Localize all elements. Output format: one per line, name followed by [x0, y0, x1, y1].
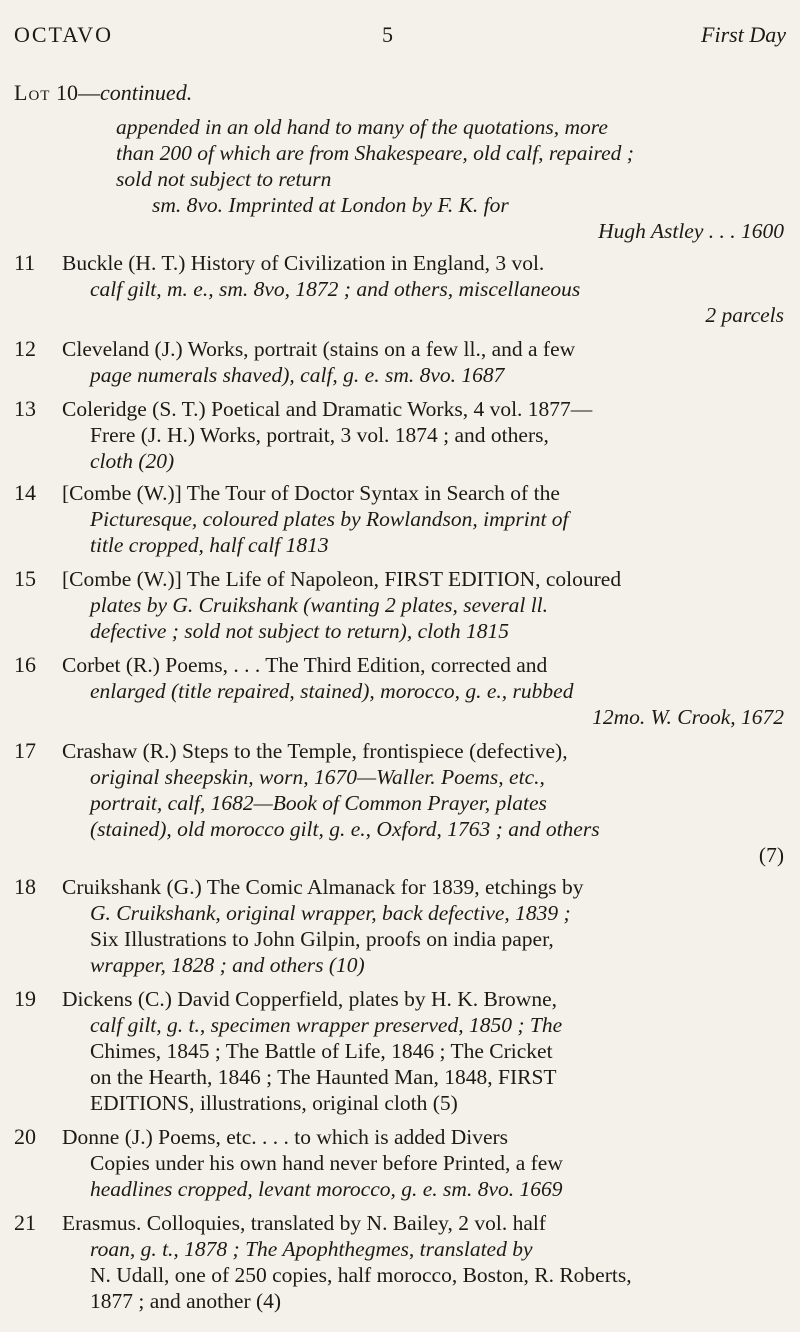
- entry-line: Buckle (H. T.) History of Civilization in England, 3 vol.: [62, 251, 545, 275]
- entry-line: Frere (J. H.) Works, portrait, 3 vol. 1874 ; and others,: [90, 423, 549, 447]
- lot-number: 12: [14, 336, 36, 361]
- entry-line: defective ; sold not subject to return), cloth 1815: [90, 619, 509, 643]
- lot-number: 10—: [55, 80, 100, 105]
- entry-text: [62, 566, 784, 644]
- entry-text: [62, 250, 784, 328]
- lot-number: 14: [14, 480, 36, 505]
- lot-number: 21: [14, 1210, 36, 1235]
- entry-line: N. Udall, one of 250 copies, half morocco, Boston, R. Roberts,: [90, 1263, 632, 1287]
- running-header: [0, 14, 800, 54]
- entry-line: portrait, calf, 1682—Book of Common Prayer, plates: [90, 791, 547, 815]
- entry-line: headlines cropped, levant morocco, g. e. sm. 8vo. 1669: [90, 1177, 563, 1201]
- entry-line: G. Cruikshank, original wrapper, back defective, 1839 ;: [90, 901, 571, 925]
- lot-number: 20: [14, 1124, 36, 1149]
- header-sale-day: First Day: [701, 22, 786, 47]
- entry-line: Hugh Astley . . . 1600: [598, 219, 784, 243]
- entry-line: enlarged (title repaired, stained), morocco, g. e., rubbed: [90, 679, 574, 703]
- entry-line: wrapper, 1828 ; and others (10): [90, 953, 365, 977]
- lot-number: 15: [14, 566, 36, 591]
- entry-line: Coleridge (S. T.) Poetical and Dramatic Works, 4 vol. 1877—: [62, 397, 593, 421]
- entry-text: [62, 986, 784, 1116]
- entry-line: title cropped, half calf 1813: [90, 533, 329, 557]
- entry-line: Six Illustrations to John Gilpin, proofs on india paper,: [90, 927, 554, 951]
- entry-text: [62, 1124, 784, 1202]
- entry-line: 1877 ; and another (4): [90, 1289, 282, 1313]
- entry-line: EDITIONS, illustrations, original cloth (5): [90, 1091, 458, 1115]
- entry-line: [Combe (W.)] The Tour of Doctor Syntax in Search of the: [62, 481, 560, 505]
- entry-line: cloth (20): [90, 449, 175, 473]
- entry-line: Cruikshank (G.) The Comic Almanack for 1839, etchings by: [62, 875, 584, 899]
- lot-continued-heading: [14, 80, 192, 106]
- lot-number: 18: [14, 874, 36, 899]
- entry-line: original sheepskin, worn, 1670—Waller. Poems, etc.,: [90, 765, 545, 789]
- entry-line: Cleveland (J.) Works, portrait (stains on a few ll., and a few: [62, 337, 576, 361]
- entry-line: roan, g. t., 1878 ; The Apophthegmes, translated by: [90, 1237, 533, 1261]
- entry-text: [116, 114, 784, 244]
- lot-number: 11: [14, 250, 36, 275]
- entry-line: Crashaw (R.) Steps to the Temple, frontispiece (defective),: [62, 739, 568, 763]
- entry-text: [62, 396, 784, 474]
- entry-line: [Combe (W.)] The Life of Napoleon, FIRST EDITION, coloured: [62, 567, 622, 591]
- entry-text: [62, 480, 784, 558]
- entry-line: appended in an old hand to many of the quotations, more: [116, 115, 608, 139]
- entry-line: 2 parcels: [705, 303, 784, 327]
- lot-label: Lot: [14, 80, 51, 105]
- entry-text: [62, 1210, 784, 1314]
- entry-line: (stained), old morocco gilt, g. e., Oxford, 1763 ; and others: [90, 817, 600, 841]
- entry-line: on the Hearth, 1846 ; The Haunted Man, 1848, FIRST: [90, 1065, 557, 1089]
- entry-text: [62, 652, 784, 730]
- entry-text: [62, 336, 784, 388]
- page-number: 5: [382, 22, 393, 47]
- lot-number: 17: [14, 738, 36, 763]
- entry-text: [62, 738, 784, 868]
- entry-line: (7): [758, 843, 784, 867]
- entry-line: Donne (J.) Poems, etc. . . . to which is added Divers: [62, 1125, 509, 1149]
- entry-line: sold not subject to return: [116, 167, 332, 191]
- entry-line: Chimes, 1845 ; The Battle of Life, 1846 ; The Cricket: [90, 1039, 553, 1063]
- entry-line: Picturesque, coloured plates by Rowlandson, imprint of: [90, 507, 569, 531]
- lot-number: 16: [14, 652, 36, 677]
- lot-number: 13: [14, 396, 36, 421]
- lot-number: 19: [14, 986, 36, 1011]
- entry-line: Copies under his own hand never before Printed, a few: [90, 1151, 563, 1175]
- header-format: OCTAVO: [14, 22, 114, 47]
- entry-line: Erasmus. Colloquies, translated by N. Bailey, 2 vol. half: [62, 1211, 547, 1235]
- entry-line: page numerals shaved), calf, g. e. sm. 8vo. 1687: [90, 363, 505, 387]
- entry-line: calf gilt, m. e., sm. 8vo, 1872 ; and others, miscellaneous: [90, 277, 581, 301]
- entry-line: than 200 of which are from Shakespeare, old calf, repaired ;: [116, 141, 634, 165]
- entry-line: plates by G. Cruikshank (wanting 2 plates, several ll.: [90, 593, 549, 617]
- entry-line: Corbet (R.) Poems, . . . The Third Edition, corrected and: [62, 653, 548, 677]
- entry-text: [62, 874, 784, 978]
- continued-label: continued.: [99, 80, 193, 105]
- entry-line: Dickens (C.) David Copperfield, plates by H. K. Browne,: [62, 987, 557, 1011]
- entry-line: sm. 8vo. Imprinted at London by F. K. for: [152, 193, 509, 217]
- entry-line: 12mo. W. Crook, 1672: [592, 705, 784, 729]
- entry-line: calf gilt, g. t., specimen wrapper preserved, 1850 ; The: [90, 1013, 563, 1037]
